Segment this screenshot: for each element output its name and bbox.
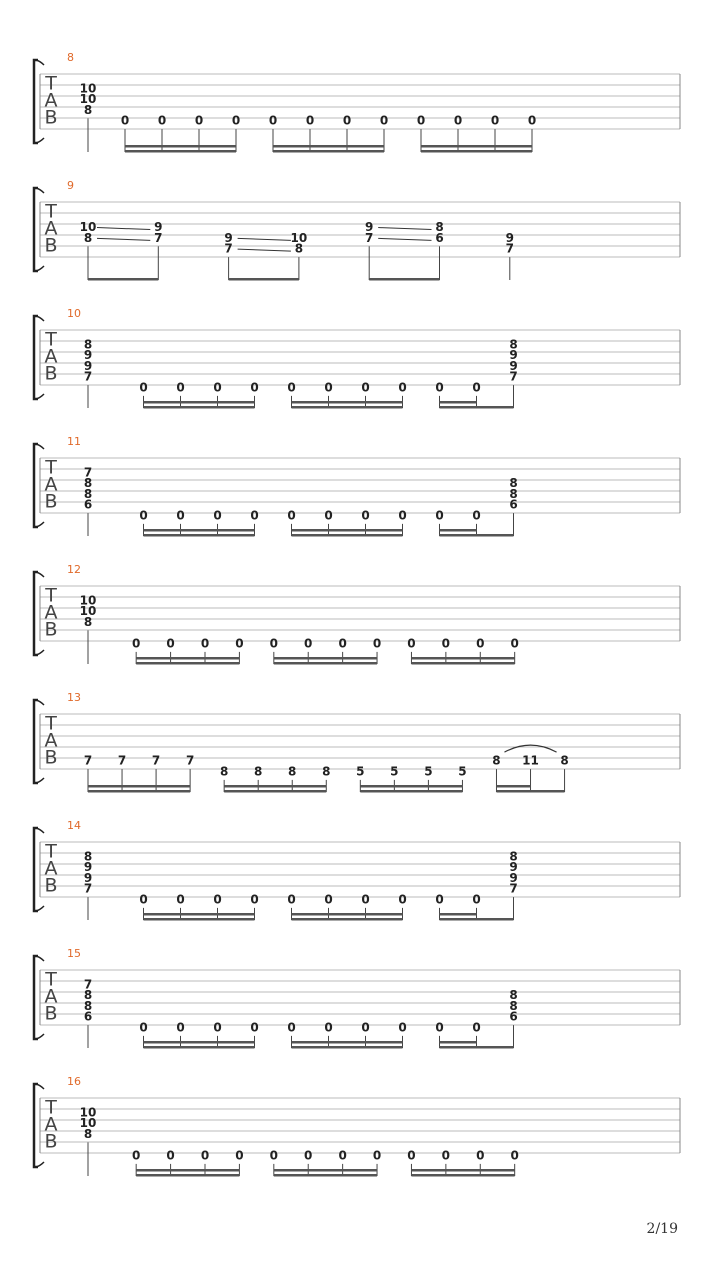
beam-secondary	[292, 529, 403, 532]
beam-secondary	[125, 145, 236, 148]
fret-number: 10	[79, 604, 97, 619]
beam-secondary	[224, 785, 326, 788]
tab-clef-letter: A	[44, 729, 58, 752]
beam-secondary	[440, 401, 477, 404]
measure-number: 15	[67, 947, 81, 960]
beam-primary	[440, 918, 477, 921]
system-bracket	[34, 1084, 38, 1167]
beam-secondary	[292, 1041, 403, 1044]
fret-number: 0	[166, 636, 175, 651]
tab-clef-letter: T	[45, 200, 57, 223]
beam-secondary	[144, 401, 255, 404]
fret-number: 0	[213, 380, 222, 395]
tab-clef-letter: A	[44, 345, 58, 368]
tab-clef-letter: A	[44, 473, 58, 496]
fret-number: 0	[476, 636, 485, 651]
fret-number: 7	[154, 230, 163, 245]
beam-secondary	[360, 785, 462, 788]
beam-primary	[496, 790, 530, 793]
tab-clef-letter: T	[45, 968, 57, 991]
fret-number: 8	[509, 849, 518, 864]
fret-number: 0	[157, 113, 167, 128]
beam-secondary	[136, 657, 239, 660]
fret-number: 0	[139, 508, 148, 523]
bracket-hook-bottom	[36, 138, 44, 143]
fret-number: 9	[83, 860, 93, 875]
fret-number: 0	[213, 892, 222, 907]
beam-primary	[369, 278, 439, 281]
fret-number: 0	[235, 1148, 244, 1163]
fret-number: 0	[200, 1148, 210, 1163]
fret-number: 8	[509, 476, 518, 491]
tab-clef-letter: A	[44, 1113, 58, 1136]
fret-number: 8	[322, 764, 331, 779]
tab-clef-letter: B	[44, 362, 58, 385]
fret-number: 8	[219, 764, 229, 779]
bracket-hook-top	[36, 956, 44, 961]
fret-number: 0	[361, 508, 370, 523]
tab-clef-letter: T	[45, 328, 57, 351]
bracket-hook-bottom	[36, 650, 44, 655]
system-bracket	[34, 828, 38, 911]
fret-number: 0	[372, 636, 382, 651]
tab-clef-letter: A	[44, 89, 58, 112]
fret-number: 8	[288, 764, 297, 779]
beam-primary	[144, 534, 255, 537]
fret-number: 8	[294, 241, 304, 256]
beam-primary	[144, 1046, 255, 1049]
tab-clef-letter: B	[44, 746, 58, 769]
beam-secondary	[292, 913, 403, 916]
fret-number: 7	[83, 881, 93, 896]
fret-number: 6	[83, 497, 93, 512]
fret-number: 0	[324, 892, 333, 907]
fret-number: 7	[185, 753, 195, 768]
tab-clef-letter: T	[45, 1096, 57, 1119]
fret-number: 9	[154, 220, 163, 235]
fret-number: 11	[522, 753, 539, 768]
fret-number: 0	[287, 380, 296, 395]
beam-secondary	[88, 785, 190, 788]
fret-number: 0	[287, 892, 296, 907]
fret-number: 10	[79, 593, 97, 608]
fret-number: 8	[254, 764, 263, 779]
fret-number: 5	[390, 764, 399, 779]
fret-number: 8	[509, 337, 518, 352]
fret-number: 7	[509, 369, 518, 384]
fret-number: 8	[83, 614, 93, 629]
fret-number: 0	[379, 113, 389, 128]
fret-number: 8	[83, 102, 93, 117]
beam-primary	[274, 1174, 377, 1177]
beam-primary	[440, 534, 477, 537]
fret-number: 0	[269, 636, 278, 651]
fret-number: 9	[509, 870, 518, 885]
fret-number: 0	[200, 636, 210, 651]
beam-primary	[88, 790, 190, 793]
fret-number: 10	[290, 230, 308, 245]
fret-number: 5	[458, 764, 467, 779]
fret-number: 8	[83, 1126, 93, 1141]
fret-number: 8	[83, 988, 93, 1003]
fret-number: 0	[176, 380, 185, 395]
bracket-hook-bottom	[36, 906, 44, 911]
system-bracket	[34, 316, 38, 399]
fret-number: 0	[510, 636, 519, 651]
beam-primary	[273, 150, 384, 153]
beam-secondary	[411, 1169, 514, 1172]
fret-number: 9	[509, 358, 518, 373]
beam-primary	[136, 1174, 239, 1177]
beam-secondary	[411, 657, 514, 660]
fret-number: 8	[83, 230, 93, 245]
beam-primary	[421, 150, 532, 153]
fret-number: 8	[83, 849, 93, 864]
measure-number: 16	[67, 1075, 81, 1088]
beam-primary	[224, 790, 326, 793]
fret-number: 0	[398, 380, 407, 395]
fret-number: 0	[176, 508, 185, 523]
tab-clef-letter: B	[44, 874, 58, 897]
tab-clef-letter: B	[44, 618, 58, 641]
fret-number: 0	[213, 508, 222, 523]
fret-number: 8	[560, 753, 569, 768]
bracket-hook-top	[36, 188, 44, 193]
fret-number: 0	[194, 113, 204, 128]
fret-number: 0	[361, 892, 370, 907]
fret-number: 7	[83, 977, 93, 992]
fret-number: 0	[472, 508, 481, 523]
fret-number: 0	[490, 113, 500, 128]
fret-number: 0	[453, 113, 463, 128]
bracket-hook-top	[36, 444, 44, 449]
tab-clef-letter: B	[44, 1130, 58, 1153]
tab-clef-letter: B	[44, 1002, 58, 1025]
fret-number: 9	[83, 358, 93, 373]
fret-number: 8	[435, 220, 444, 235]
fret-number: 0	[342, 113, 352, 128]
fret-number: 0	[139, 892, 148, 907]
tab-clef-letter: T	[45, 712, 57, 735]
fret-number: 6	[435, 230, 444, 245]
page-number: 2/19	[646, 1221, 678, 1237]
fret-number: 0	[527, 113, 537, 128]
fret-number: 7	[505, 241, 514, 256]
beam-secondary	[292, 401, 403, 404]
fret-number: 8	[509, 998, 518, 1013]
beam-secondary	[440, 913, 477, 916]
fret-number: 0	[416, 113, 426, 128]
beam-primary	[144, 918, 255, 921]
fret-number: 0	[235, 636, 244, 651]
system-bracket	[34, 188, 38, 271]
measure-number: 10	[67, 307, 81, 320]
system-bracket	[34, 60, 38, 143]
bracket-hook-top	[36, 1084, 44, 1089]
fret-number: 7	[83, 369, 93, 384]
beam-primary	[360, 790, 462, 793]
beam-secondary	[136, 1169, 239, 1172]
fret-number: 0	[304, 1148, 313, 1163]
fret-number: 10	[79, 1105, 97, 1120]
fret-number: 0	[139, 380, 148, 395]
fret-number: 0	[176, 892, 185, 907]
beam-secondary	[274, 657, 377, 660]
fret-number: 0	[287, 508, 296, 523]
fret-number: 0	[435, 1020, 444, 1035]
slide-line	[238, 238, 291, 240]
fret-number: 8	[509, 486, 518, 501]
tab-clef-letter: B	[44, 106, 58, 129]
fret-number: 0	[407, 1148, 416, 1163]
system-bracket	[34, 572, 38, 655]
bracket-hook-top	[36, 572, 44, 577]
fret-number: 0	[441, 1148, 451, 1163]
fret-number: 0	[476, 1148, 485, 1163]
fret-number: 0	[324, 1020, 333, 1035]
fret-number: 0	[213, 1020, 222, 1035]
fret-number: 6	[509, 1009, 518, 1024]
fret-number: 0	[361, 1020, 370, 1035]
fret-number: 10	[79, 81, 97, 96]
fret-number: 0	[250, 892, 259, 907]
fret-number: 0	[398, 892, 407, 907]
beam-secondary	[144, 913, 255, 916]
fret-number: 0	[435, 892, 444, 907]
fret-number: 0	[324, 508, 333, 523]
fret-number: 0	[435, 380, 444, 395]
beam-secondary	[421, 145, 532, 148]
fret-number: 0	[372, 1148, 382, 1163]
system-bracket	[34, 700, 38, 783]
fret-number: 8	[83, 337, 93, 352]
tab-clef-letter: T	[45, 456, 57, 479]
fret-number: 8	[492, 753, 501, 768]
beam-secondary	[273, 145, 384, 148]
fret-number: 8	[83, 486, 93, 501]
fret-number: 0	[139, 1020, 148, 1035]
measure-number: 12	[67, 563, 81, 576]
beam-primary	[229, 278, 299, 281]
fret-number: 10	[79, 92, 97, 107]
fret-number: 9	[224, 230, 233, 245]
beam-primary	[292, 406, 403, 409]
beam-secondary	[144, 529, 255, 532]
fret-number: 0	[305, 113, 315, 128]
beam-primary	[136, 662, 239, 665]
measure-number: 8	[67, 51, 74, 64]
slide-line	[378, 228, 431, 230]
fret-number: 6	[83, 1009, 93, 1024]
fret-number: 0	[250, 1020, 259, 1035]
beam-primary	[125, 150, 236, 153]
tab-clef-letter: A	[44, 985, 58, 1008]
fret-number: 0	[361, 380, 370, 395]
fret-number: 0	[176, 1020, 185, 1035]
fret-number: 0	[510, 1148, 519, 1163]
beam-primary	[440, 1046, 477, 1049]
tie-arc	[504, 745, 556, 752]
fret-number: 9	[83, 870, 93, 885]
beam-primary	[411, 1174, 514, 1177]
measure-number: 14	[67, 819, 81, 832]
beam-primary	[292, 1046, 403, 1049]
fret-number: 7	[509, 881, 518, 896]
fret-number: 9	[509, 348, 518, 363]
fret-number: 0	[250, 380, 259, 395]
bracket-hook-bottom	[36, 1034, 44, 1039]
beam-secondary	[144, 1041, 255, 1044]
bracket-hook-top	[36, 316, 44, 321]
beam-primary	[88, 278, 158, 281]
fret-number: 0	[269, 1148, 278, 1163]
beam-primary	[440, 406, 477, 409]
system-bracket	[34, 956, 38, 1039]
measure-number: 9	[67, 179, 74, 192]
tab-clef-letter: T	[45, 840, 57, 863]
beam-primary	[411, 662, 514, 665]
fret-number: 8	[83, 476, 93, 491]
fret-number: 5	[424, 764, 433, 779]
fret-number: 0	[304, 636, 313, 651]
tab-clef-letter: B	[44, 234, 58, 257]
fret-number: 0	[441, 636, 451, 651]
fret-number: 7	[83, 465, 93, 480]
fret-number: 0	[324, 380, 333, 395]
fret-number: 10	[79, 220, 97, 235]
fret-number: 7	[83, 753, 93, 768]
bracket-hook-top	[36, 700, 44, 705]
tab-clef-letter: A	[44, 217, 58, 240]
tab-clef-letter: T	[45, 584, 57, 607]
fret-number: 7	[151, 753, 161, 768]
fret-number: 0	[398, 508, 407, 523]
fret-number: 0	[472, 1020, 481, 1035]
fret-number: 9	[509, 860, 518, 875]
beam-primary	[292, 534, 403, 537]
slide-line	[378, 238, 431, 240]
bracket-hook-bottom	[36, 522, 44, 527]
fret-number: 0	[338, 636, 347, 651]
fret-number: 7	[365, 230, 374, 245]
measure-number: 13	[67, 691, 81, 704]
slide-line	[97, 228, 150, 230]
beam-secondary	[440, 1041, 477, 1044]
fret-number: 0	[435, 508, 444, 523]
fret-number: 7	[117, 753, 127, 768]
beam-primary	[274, 662, 377, 665]
fret-number: 0	[472, 892, 481, 907]
bracket-hook-bottom	[36, 1162, 44, 1167]
beam-secondary	[496, 785, 530, 788]
bracket-hook-top	[36, 60, 44, 65]
bracket-hook-bottom	[36, 266, 44, 271]
beam-secondary	[274, 1169, 377, 1172]
fret-number: 6	[509, 497, 518, 512]
slide-line	[97, 238, 150, 240]
fret-number: 0	[287, 1020, 296, 1035]
fret-number: 8	[509, 988, 518, 1003]
beam-primary	[292, 918, 403, 921]
slide-line	[238, 249, 291, 251]
tab-clef-letter: A	[44, 601, 58, 624]
fret-number: 0	[131, 1148, 141, 1163]
fret-number: 10	[79, 1116, 97, 1131]
fret-number: 0	[398, 1020, 407, 1035]
fret-number: 0	[131, 636, 141, 651]
fret-number: 0	[472, 380, 481, 395]
tab-clef-letter: B	[44, 490, 58, 513]
fret-number: 0	[120, 113, 130, 128]
fret-number: 9	[83, 348, 93, 363]
measure-number: 11	[67, 435, 81, 448]
bracket-hook-bottom	[36, 394, 44, 399]
fret-number: 0	[166, 1148, 175, 1163]
fret-number: 0	[268, 113, 278, 128]
fret-number: 9	[365, 220, 374, 235]
beam-primary	[144, 406, 255, 409]
fret-number: 0	[338, 1148, 347, 1163]
beam-secondary	[440, 529, 477, 532]
fret-number: 0	[250, 508, 259, 523]
fret-number: 5	[356, 764, 365, 779]
fret-number: 9	[505, 230, 514, 245]
fret-number: 0	[407, 636, 416, 651]
fret-number: 8	[83, 998, 93, 1013]
system-bracket	[34, 444, 38, 527]
tab-clef-letter: T	[45, 72, 57, 95]
bracket-hook-bottom	[36, 778, 44, 783]
fret-number: 0	[231, 113, 241, 128]
tab-clef-letter: A	[44, 857, 58, 880]
bracket-hook-top	[36, 828, 44, 833]
fret-number: 7	[224, 241, 233, 256]
